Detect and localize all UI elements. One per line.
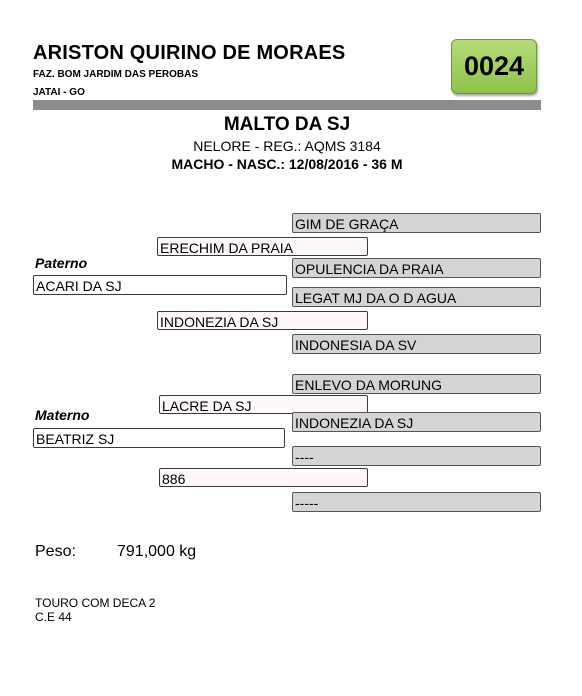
ggp-box-4: INDONESIA DA SV	[292, 334, 541, 354]
ggp-box-3: LEGAT MJ DA O D AGUA	[292, 287, 541, 307]
breed-registration: NELORE - REG.: AQMS 3184	[193, 138, 381, 154]
paternal-grandsire-box: ERECHIM DA PRAIA	[157, 237, 368, 256]
header-divider	[33, 100, 541, 110]
ggp-box-5: ENLEVO DA MORUNG	[292, 374, 541, 394]
ggp-box-7: ----	[292, 446, 541, 466]
maternal-label: Materno	[35, 407, 90, 423]
paternal-granddam-box: INDONEZIA DA SJ	[157, 311, 368, 330]
dam-box: BEATRIZ SJ	[33, 428, 285, 448]
maternal-granddam-box: 886	[159, 468, 368, 487]
owner-name: ARISTON QUIRINO DE MORAES	[33, 42, 346, 64]
city-name: JATAI - GO	[33, 87, 85, 98]
maternal-grandsire-box: LACRE DA SJ	[159, 395, 368, 414]
sex-birth-age: MACHO - NASC.: 12/08/2016 - 36 M	[171, 156, 403, 172]
ggp-box-2: OPULENCIA DA PRAIA	[292, 258, 541, 278]
ggp-box-1: GIM DE GRAÇA	[292, 213, 541, 233]
farm-name: FAZ. BOM JARDIM DAS PEROBAS	[33, 69, 199, 80]
animal-name: MALTO DA SJ	[223, 114, 351, 135]
paternal-label: Paterno	[35, 255, 88, 271]
weight-label: Peso:	[35, 543, 76, 560]
note-line-1: TOURO COM DECA 2	[35, 596, 156, 610]
ggp-box-8: -----	[292, 492, 541, 512]
lot-number-badge: 0024	[451, 39, 537, 94]
notes	[35, 596, 155, 624]
note-line-2: C.E 44	[35, 610, 72, 624]
ggp-box-6: INDONEZIA DA SJ	[292, 412, 541, 432]
sire-box: ACARI DA SJ	[33, 275, 287, 295]
weight-value: 791,000 kg	[117, 543, 197, 560]
